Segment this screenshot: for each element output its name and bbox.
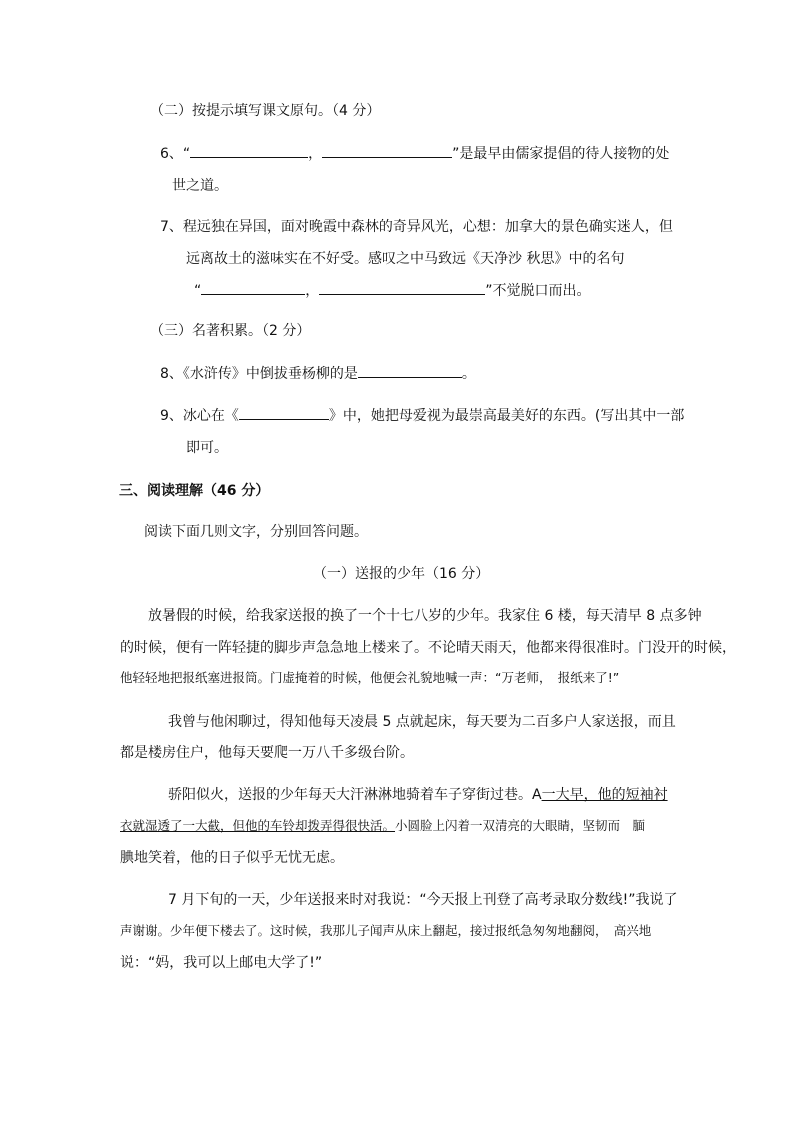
question-7-line-3	[194, 281, 591, 301]
question-9	[160, 406, 684, 426]
p1-line-3: 他轻轻地把报纸塞进报筒。门虚掩着的时候，他便会礼貌地喊一声：“万老师， 报纸来了!”	[120, 670, 620, 685]
q7-comma: ，	[305, 283, 320, 299]
q6-open: 6、“	[160, 146, 191, 162]
p4-line-3: 说：“妈，我可以上邮电大学了!”	[120, 955, 323, 971]
p2-line-2: 都是楼房住户，他每天要爬一万八千多级台阶。	[120, 745, 414, 761]
p3-line-1-underlined: 一大早，他的短袖衬	[541, 787, 668, 803]
q8-end: 。	[461, 366, 476, 382]
p1-line-2: 的时候，便有一阵轻捷的脚步声急急地上楼来了。不论晴天雨天，他都来得很准时。门没开的时候，	[120, 640, 736, 656]
q8-text: 8、《水浒传》中倒拔垂杨柳的是	[160, 366, 358, 382]
q6-blank-2[interactable]	[322, 144, 452, 158]
q7-blank-2[interactable]	[319, 281, 485, 295]
p4-line-1: 7 月下旬的一天，少年送报来时对我说：“今天报上刊登了高考录取分数线!”我说了	[168, 892, 678, 908]
question-6-cont: 世之道。	[172, 178, 228, 194]
p3-line-2	[120, 816, 645, 836]
p3-line-2-plain: 小圆脸上闪着一双清亮的大眼睛，坚韧而 腼	[395, 818, 646, 833]
p3-line-1-plain: 骄阳似火，送报的少年每天大汗淋淋地骑着车子穿街过巷。A	[168, 787, 542, 803]
section-2-heading: （二）按提示填写课文原句。（4 分）	[150, 103, 381, 119]
q9-close: 》中，她把母爱视为最崇高最美好的东西。(写出其中一部	[328, 408, 685, 424]
question-8	[160, 364, 476, 384]
q6-close: ”是最早由儒家提倡的待人接物的处	[452, 146, 670, 162]
p4-line-2: 声谢谢。少年便下楼去了。这时候，我那儿子闻声从床上翻起，接过报纸急匆匆地翻阅， 高兴地	[120, 923, 652, 938]
question-7-line-2: 远离故土的滋味实在不好受。感叹之中马致远《天净沙 秋思》中的名句	[186, 251, 625, 267]
reading-intro: 阅读下面几则文字，分别回答问题。	[144, 524, 368, 540]
reading-heading: 三、阅读理解（46 分）	[119, 483, 270, 499]
passage-title: （一）送报的少年（16 分）	[313, 566, 490, 582]
p3-line-3: 腆地笑着，他的日子似乎无忧无虑。	[120, 850, 344, 866]
p3-line-1	[168, 785, 668, 805]
p2-line-1: 我曾与他闲聊过，得知他每天凌晨 5 点就起床，每天要为二百多户人家送报，而且	[168, 714, 676, 730]
q7-blank-1[interactable]	[201, 281, 305, 295]
question-9-cont: 即可。	[186, 440, 228, 456]
question-6	[160, 144, 669, 164]
p1-line-1: 放暑假的时候，给我家送报的换了一个十七八岁的少年。我家住 6 楼，每天清早 8 点多钟	[148, 608, 702, 624]
q8-blank[interactable]	[358, 364, 462, 378]
section-3-heading: （三）名著积累。（2 分）	[150, 323, 311, 339]
q6-comma: ，	[308, 146, 323, 162]
q7-close: ”不觉脱口而出。	[485, 283, 591, 299]
q7-open: “	[194, 283, 202, 299]
q9-blank[interactable]	[239, 406, 329, 420]
p3-line-2-underlined: 衣就湿透了一大截，但他的车铃却拨弄得很快活。	[120, 818, 396, 833]
question-7-line-1: 7、程远独在异国，面对晚霞中森林的奇异风光，心想：加拿大的景色确实迷人，但	[160, 219, 673, 235]
q6-blank-1[interactable]	[190, 144, 308, 158]
q9-open: 9、冰心在《	[160, 408, 239, 424]
